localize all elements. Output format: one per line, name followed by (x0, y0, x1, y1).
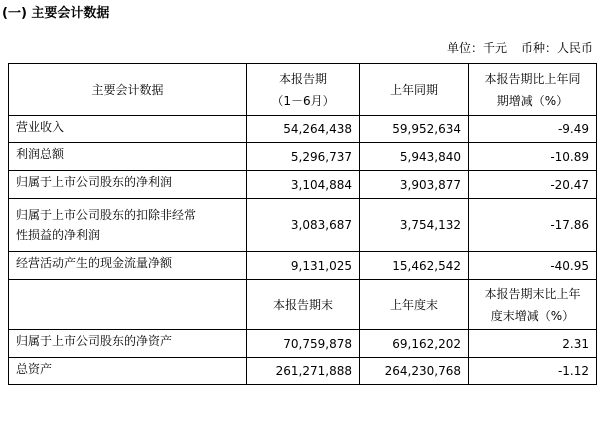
header-current-line2: （1－6月） (271, 93, 335, 108)
unit-line (433, 39, 593, 56)
row-prior: 3,903,877 (360, 171, 469, 199)
header-prior-year-end: 上年度末 (360, 280, 469, 330)
row-current: 3,104,884 (247, 171, 360, 199)
row-current: 70,759,878 (247, 330, 360, 358)
row-current: 9,131,025 (247, 252, 360, 280)
row-label-line2: 性损益的净利润 (16, 228, 101, 242)
row-change: -20.47 (469, 171, 597, 199)
header-change (469, 64, 597, 116)
table-row (9, 143, 597, 171)
table-header-row (9, 64, 597, 116)
row-prior: 69,162,202 (360, 330, 469, 358)
row-label: 总资产 (9, 358, 247, 385)
subheader-blank (9, 280, 247, 330)
unit-label: 单位：千元 (446, 41, 507, 55)
table-row (9, 358, 597, 385)
header-change-line2: 期增减（%） (496, 93, 569, 108)
row-change: -1.12 (469, 358, 597, 385)
row-change: -17.86 (469, 199, 597, 252)
row-label: 归属于上市公司股东的净资产 (9, 330, 247, 358)
header-change-line1: 本报告期比上年同 (484, 71, 581, 86)
table-row (9, 199, 597, 252)
row-label-line1: 归属于上市公司股东的扣除非经常 (16, 208, 197, 222)
row-current: 54,264,438 (247, 116, 360, 143)
header-item: 主要会计数据 (9, 64, 247, 116)
table-subheader-row (9, 280, 597, 330)
row-prior: 264,230,768 (360, 358, 469, 385)
row-prior: 3,754,132 (360, 199, 469, 252)
row-current: 261,271,888 (247, 358, 360, 385)
row-change: -9.49 (469, 116, 597, 143)
row-prior: 59,952,634 (360, 116, 469, 143)
table-row (9, 252, 597, 280)
row-change: -10.89 (469, 143, 597, 171)
section-title: (一) 主要会计数据 (2, 6, 110, 21)
row-label: 利润总额 (9, 143, 247, 171)
row-change: -40.95 (469, 252, 597, 280)
row-prior: 15,462,542 (360, 252, 469, 280)
table-row (9, 116, 597, 143)
header-change-end (469, 280, 597, 330)
row-label: 营业收入 (9, 116, 247, 143)
accounting-data-table (8, 63, 597, 385)
currency-label: 币种：人民币 (520, 41, 593, 55)
header-period-end: 本报告期末 (247, 280, 360, 330)
row-current: 3,083,687 (247, 199, 360, 252)
header-current-period (247, 64, 360, 116)
table-row (9, 171, 597, 199)
row-current: 5,296,737 (247, 143, 360, 171)
header-prior-period: 上年同期 (360, 64, 469, 116)
row-label (9, 199, 247, 252)
row-label: 归属于上市公司股东的净利润 (9, 171, 247, 199)
table-row (9, 330, 597, 358)
header-change-end-line2: 度末增减（%） (490, 308, 575, 323)
header-current-line1: 本报告期 (278, 71, 327, 86)
row-prior: 5,943,840 (360, 143, 469, 171)
row-label: 经营活动产生的现金流量净额 (9, 252, 247, 280)
header-change-end-line1: 本报告期末比上年 (484, 286, 581, 301)
row-change: 2.31 (469, 330, 597, 358)
